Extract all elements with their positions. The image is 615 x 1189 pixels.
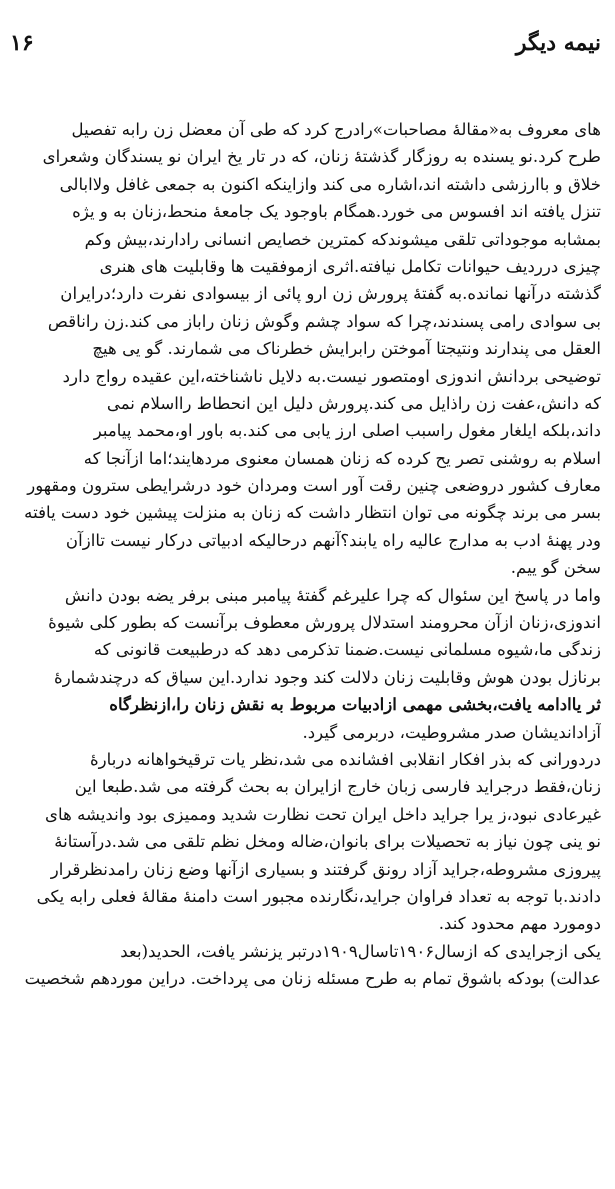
text-line: زندگی ما،شیوه مسلمانی نیست.ضمنا تذکرمی دهد که درطبیعت قانونی که — [93, 640, 601, 660]
text-line: بی سوادی رامی پسندند،چرا که سواد چشم وگوش زنان راباز می کند.زن راناقص — [47, 311, 601, 331]
text-line: سخن گو ییم. — [510, 558, 601, 578]
text-line: معارف کشور دروضعی چنین رقت آور است ومردان خود درشرایطی سترون ومقهور — [27, 476, 601, 496]
text-line: ودر پهنهٔ ادب به مدارج عالیه راه یابند؟آنهم درحالیکه ادبیاتی درکار نیست تاازآن — [65, 530, 601, 550]
text-line: آزاداندیشان صدر مشروطیت، دربرمی گیرد. — [302, 722, 601, 742]
text-line: دادند.با توجه به تعداد فراوان جراید،نگارنده مجبور است دامنهٔ مقالهٔ فعلی رابه یکی — [36, 886, 601, 906]
text-line: بسر می برند چگونه می توان انتظار داشت که زنان به منزلت پیشین خود دست یافته — [24, 503, 601, 523]
running-title: نیمه دیگر — [515, 30, 601, 56]
text-line: توضیحی بردانش اندوزی اومتصور نیست.به دلایل ناشناخته،این عقیده رواج دارد — [62, 366, 601, 386]
text-line: برنازل بودن هوش وقابلیت زنان دلالت کند وجود ندارد.این سیاق که درچندشمارهٔ — [54, 667, 601, 687]
text-line: داند،بلکه ایلغار مغول راسبب اصلی ارز یابی می کند.به باور او،محمد پیامبر — [93, 421, 601, 441]
text-line: گذشته درآنها نمانده.به گفتهٔ پرورش زن ارو پائی از بیسوادی نفرت دارد؛درایران — [60, 284, 601, 304]
text-line: غیرعادی نبود،ز یرا جراید داخل ایران تحت نظارت شدید وممیزی بود وانديشه های — [45, 804, 601, 824]
text-line: چیزی درردیف حیوانات تکامل نیافته.اثری ازموفقیت ها وقابلیت های هنری — [99, 256, 601, 276]
page-number: ۱۶ — [10, 30, 34, 56]
text-line: خلاق و باارزشی داشته اند،اشاره می کند وازاینکه اکنون به جمعی غافل ولاابالی — [59, 174, 601, 194]
text-line: اندوزی،زنان ازآن محرومند استدلال پرورش معطوف برآنست که بطور کلی شیوهٔ — [48, 613, 601, 633]
page-header — [10, 30, 601, 66]
text-line: یکی ازجرایدی که ازسال۱۹۰۶تاسال۱۹۰۹درتبر یزنشر یافت، الحدید(بعد — [120, 941, 601, 961]
text-line: ثر یاادامه یافت،بخشی مهمی ازادبیات مربوط به نقش زنان را،ازنظرگاه — [109, 694, 601, 715]
text-line: زنان،فقط درجراید فارسی زبان خارج ازایران به بحث گرفته می شد.طبعا این — [74, 777, 601, 797]
text-line: طرح کرد.نو یسنده به روزگار گذشتهٔ زنان، که در تار یخ ایران نو یسندگان وشعرای — [42, 147, 601, 167]
text-line: اسلام به روشنی تصر یح کرده که زنان همسان معنوی مردهایند؛اما ازآنجا که — [83, 448, 601, 468]
text-line: نو ینی چون نیاز به تحصیلات برای بانوان،ضاله ومخل نظم تلقی می شد.درآستانهٔ — [54, 832, 601, 852]
text-line: پیروزی مشروطه،جراید آزاد رونق گرفتند و بسیاری ازآنها وضع زنان رامدنظرقرار — [50, 859, 601, 879]
text-line: واما در پاسخ این سئوال که چرا علیرغم گفتهٔ پیامبر مبنی برفر یضه بودن دانش — [64, 585, 601, 605]
text-line: دومورد مهم محدود کند. — [438, 914, 601, 934]
text-line: تنزل یافته اند افسوس می خورد.همگام باوجود یک جامعهٔ منحط،زنان به و یژه — [72, 202, 601, 222]
text-line: العقل می پندارند ونتیجتا آموختن رابرایش خطرناک می شمارند. گو یی هیچ — [92, 339, 601, 359]
text-line: عدالت) بودکه باشوق تمام به طرح مسئله زنان می پرداخت. دراین موردهم شخصیت — [24, 969, 601, 989]
text-line: بمشابه موجوداتی تلقی میشوندکه کمترین خصایص انسانی رادارند،بیش وکم — [84, 229, 601, 249]
text-line: که دانش،عفت زن راذایل می کند.پرورش دلیل این انحطاط رااسلام نمی — [106, 393, 601, 413]
body-text — [10, 116, 601, 993]
text-line: دردورانی که بذر افکار انقلابی افشانده می شد،نظر یات ترقیخواهانه دربارهٔ — [89, 749, 601, 769]
text-line: های معروف به«مقالهٔ مصاحبات»رادرج کرد که طی آن معضل زن رابه تفصیل — [71, 120, 601, 139]
